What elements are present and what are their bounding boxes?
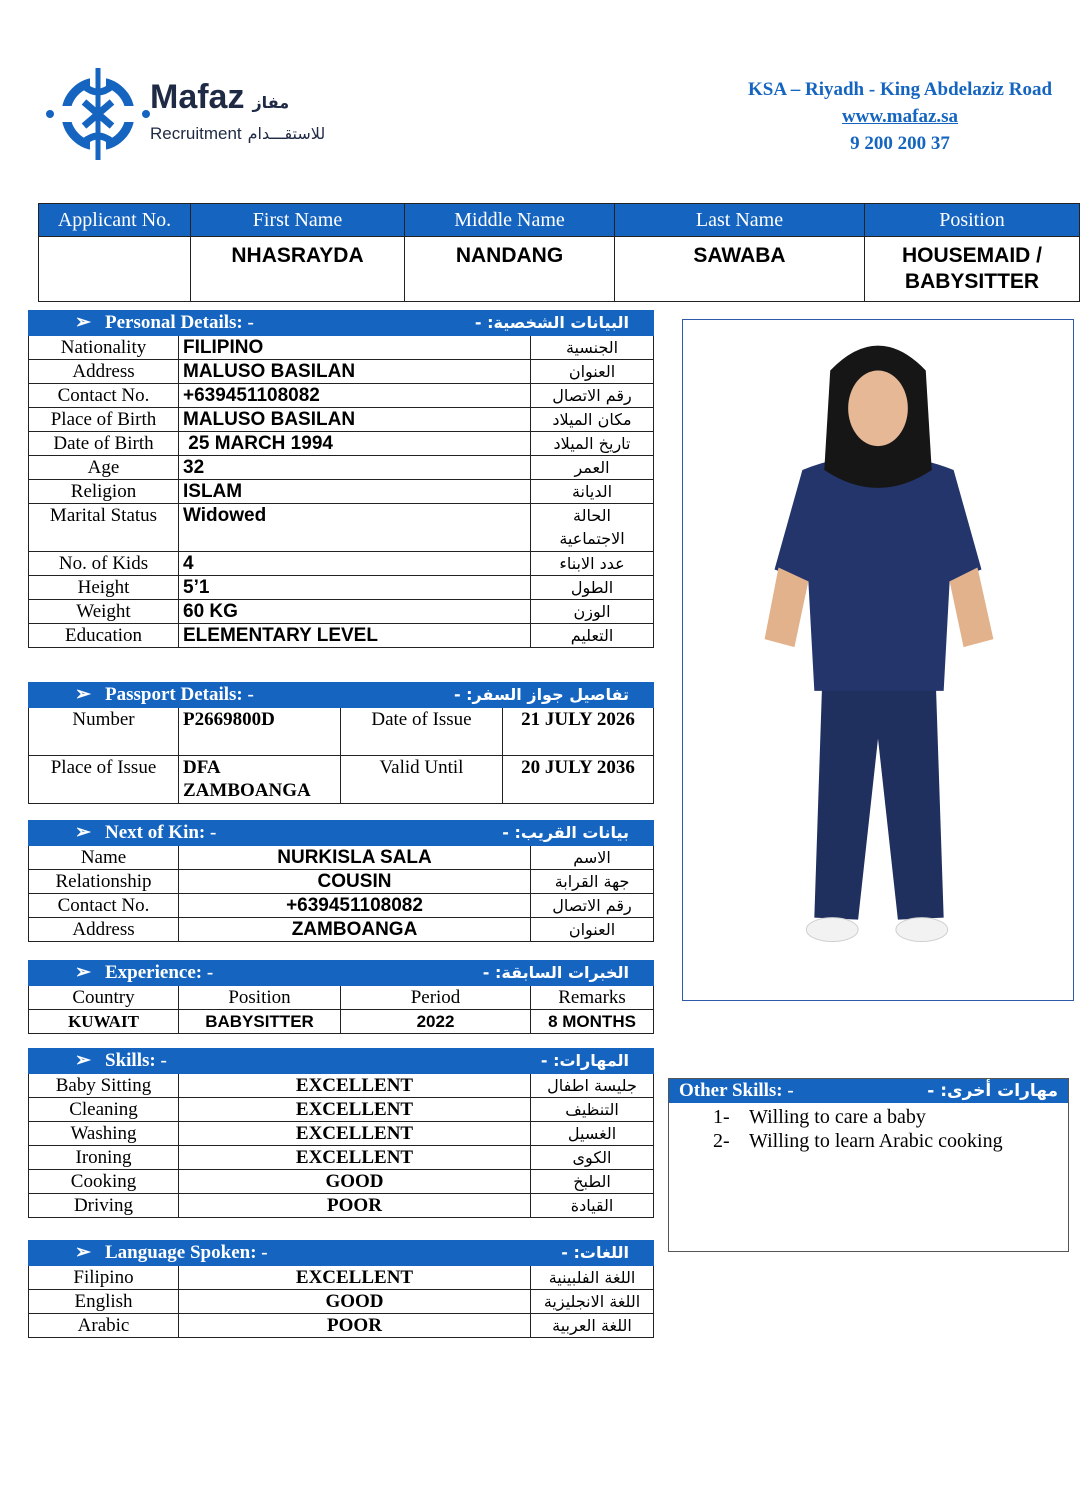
weight-label: Weight — [29, 600, 179, 624]
language-label-arabic: اللغة العربية — [531, 1314, 654, 1338]
date-of-birth-label: Date of Birth — [29, 432, 179, 456]
contact-label-arabic: رقم الاتصال — [531, 384, 654, 408]
skill-level: EXCELLENT — [179, 1146, 531, 1170]
date-of-issue-value: 21 JULY 2026 — [503, 708, 654, 756]
first-name-value: NHASRAYDA — [191, 237, 405, 302]
remarks-column-header: Remarks — [531, 986, 654, 1010]
skill-level: GOOD — [179, 1170, 531, 1194]
skill-label: Ironing — [29, 1146, 179, 1170]
skills-title-arabic: المهارات: - — [540, 1051, 630, 1070]
period-column-header: Period — [341, 986, 531, 1010]
skill-label-arabic: الكوى — [531, 1146, 654, 1170]
table-row — [29, 1314, 654, 1338]
skills-title: Skills: - — [105, 1050, 167, 1071]
position-line-1: HOUSEMAID / — [901, 244, 1042, 267]
experience-table — [28, 960, 654, 1034]
brand-name-arabic: مفاز — [252, 93, 290, 112]
marital-status-value: Widowed — [179, 504, 531, 552]
languages-title-arabic: اللغات: - — [561, 1243, 629, 1262]
brand-name: Mafaz — [150, 78, 245, 116]
religion-value: ISLAM — [179, 480, 531, 504]
valid-until-label: Valid Until — [341, 756, 503, 804]
skill-level: EXCELLENT — [179, 1122, 531, 1146]
list-item — [669, 1129, 1068, 1153]
language-level: POOR — [179, 1314, 531, 1338]
language-level: GOOD — [179, 1290, 531, 1314]
kids-value: 4 — [179, 552, 531, 576]
education-label-arabic: التعليم — [531, 624, 654, 648]
passport-details-table — [28, 682, 654, 804]
kin-address-label: Address — [29, 918, 179, 942]
language-label-arabic: اللغة الانجليزية — [531, 1290, 654, 1314]
place-of-birth-value: MALUSO BASILAN — [179, 408, 531, 432]
experience-title-arabic: الخبرات السابقة: - — [482, 963, 630, 982]
position-header: Position — [865, 204, 1080, 237]
kids-label-arabic: عدد الابناء — [531, 552, 654, 576]
position-value — [865, 237, 1080, 302]
date-of-issue-label: Date of Issue — [341, 708, 503, 756]
applicant-table — [38, 203, 1080, 302]
applicant-value-row — [39, 237, 1080, 302]
kin-contact-label: Contact No. — [29, 894, 179, 918]
table-row — [29, 1146, 654, 1170]
table-row — [29, 576, 654, 600]
passport-details-title: Passport Details: - — [105, 684, 254, 705]
other-skills-title: Other Skills: - — [679, 1080, 794, 1101]
personal-details-table — [28, 310, 654, 648]
skill-label: Driving — [29, 1194, 179, 1218]
first-name-header: First Name — [191, 204, 405, 237]
experience-column-headers — [29, 986, 654, 1010]
height-label: Height — [29, 576, 179, 600]
skill-label-arabic: القيادة — [531, 1194, 654, 1218]
kin-relationship-value: COUSIN — [179, 870, 531, 894]
applicant-photo — [682, 319, 1074, 1001]
brand-subtitle: Recruitment — [150, 124, 242, 143]
table-row — [29, 756, 654, 804]
age-label: Age — [29, 456, 179, 480]
experience-header — [29, 961, 654, 986]
arrow-bullet-icon: ➢ — [75, 962, 91, 983]
table-row — [29, 1290, 654, 1314]
other-skills-header — [669, 1079, 1068, 1103]
experience-remarks: 8 MONTHS — [531, 1010, 654, 1034]
other-skills-list — [669, 1105, 1068, 1153]
language-label: English — [29, 1290, 179, 1314]
passport-details-header — [29, 683, 654, 708]
language-level: EXCELLENT — [179, 1266, 531, 1290]
place-of-birth-label-arabic: مكان الميلاد — [531, 408, 654, 432]
table-row — [29, 456, 654, 480]
list-item-text: Willing to care a baby — [749, 1106, 926, 1128]
table-row — [29, 432, 654, 456]
marital-status-label: Marital Status — [29, 504, 179, 552]
skills-table — [28, 1048, 654, 1218]
place-of-birth-label: Place of Birth — [29, 408, 179, 432]
last-name-value: SAWABA — [615, 237, 865, 302]
table-row — [29, 336, 654, 360]
table-row — [29, 384, 654, 408]
table-row — [29, 1266, 654, 1290]
skills-header — [29, 1049, 654, 1074]
table-row — [29, 408, 654, 432]
kin-address-label-arabic: العنوان — [531, 918, 654, 942]
languages-title: Language Spoken: - — [105, 1242, 268, 1263]
list-item-number: 2- — [713, 1130, 730, 1152]
education-label: Education — [29, 624, 179, 648]
table-row — [29, 846, 654, 870]
address-value: MALUSO BASILAN — [179, 360, 531, 384]
contact-value: +639451108082 — [179, 384, 531, 408]
position-line-2: BABYSITTER — [904, 270, 1040, 293]
religion-label-arabic: الديانة — [531, 480, 654, 504]
language-label: Filipino — [29, 1266, 179, 1290]
applicant-figure-icon — [683, 320, 1073, 1000]
address-label: Address — [29, 360, 179, 384]
company-address: KSA – Riyadh - King Abdelaziz Road — [747, 79, 1053, 100]
skill-label: Washing — [29, 1122, 179, 1146]
next-of-kin-title-arabic: بيانات القريب: - — [502, 823, 630, 842]
height-label-arabic: الطول — [531, 576, 654, 600]
skill-label-arabic: الغسيل — [531, 1122, 654, 1146]
weight-label-arabic: الوزن — [531, 600, 654, 624]
table-row — [29, 600, 654, 624]
company-contact — [700, 76, 1080, 157]
nationality-value: FILIPINO — [179, 336, 531, 360]
place-of-issue-label: Place of Issue — [29, 756, 179, 804]
arrow-bullet-icon: ➢ — [75, 822, 91, 843]
experience-period: 2022 — [341, 1010, 531, 1034]
arrow-bullet-icon: ➢ — [75, 312, 91, 333]
applicant-no-value — [39, 237, 191, 302]
arrow-bullet-icon: ➢ — [75, 1242, 91, 1263]
table-row — [29, 480, 654, 504]
other-skills-box — [668, 1078, 1069, 1252]
next-of-kin-table — [28, 820, 654, 942]
experience-country: KUWAIT — [29, 1010, 179, 1034]
passport-number-value: P2669800D — [179, 708, 341, 756]
brand-subtitle-arabic: للاستقـــدام — [247, 124, 326, 143]
age-value: 32 — [179, 456, 531, 480]
skill-label-arabic: جليسة اطفال — [531, 1074, 654, 1098]
position-column-header: Position — [179, 986, 341, 1010]
marital-status-label-arabic: الحالة الاجتماعية — [531, 504, 654, 552]
kin-name-value: NURKISLA SALA — [179, 846, 531, 870]
table-row — [29, 894, 654, 918]
last-name-header: Last Name — [615, 204, 865, 237]
languages-table — [28, 1240, 654, 1338]
skill-level: EXCELLENT — [179, 1098, 531, 1122]
nationality-label: Nationality — [29, 336, 179, 360]
passport-details-title-arabic: تفاصيل جواز السفر: - — [453, 685, 629, 704]
other-skills-title-arabic: مهارات أخرى: - — [927, 1081, 1058, 1101]
table-row — [29, 918, 654, 942]
table-row — [29, 708, 654, 756]
experience-position: BABYSITTER — [179, 1010, 341, 1034]
company-phone: 9 200 200 37 — [850, 133, 950, 154]
nationality-label-arabic: الجنسية — [531, 336, 654, 360]
kin-relationship-label-arabic: جهة القرابة — [531, 870, 654, 894]
middle-name-header: Middle Name — [405, 204, 615, 237]
skill-label-arabic: الطبخ — [531, 1170, 654, 1194]
table-row — [29, 624, 654, 648]
table-row — [29, 870, 654, 894]
table-row — [29, 1170, 654, 1194]
experience-title: Experience: - — [105, 962, 214, 983]
place-of-issue-value: DFA ZAMBOANGA — [179, 756, 341, 804]
table-row — [29, 552, 654, 576]
applicant-no-header: Applicant No. — [39, 204, 191, 237]
table-row — [29, 1010, 654, 1034]
list-item-text: Willing to learn Arabic cooking — [749, 1130, 1003, 1152]
middle-name-value: NANDANG — [405, 237, 615, 302]
kin-address-value: ZAMBOANGA — [179, 918, 531, 942]
skill-label: Cleaning — [29, 1098, 179, 1122]
table-row — [29, 360, 654, 384]
religion-label: Religion — [29, 480, 179, 504]
language-label: Arabic — [29, 1314, 179, 1338]
list-item — [669, 1105, 1068, 1129]
table-row — [29, 1194, 654, 1218]
weight-value: 60 KG — [179, 600, 531, 624]
education-value: ELEMENTARY LEVEL — [179, 624, 531, 648]
skill-label-arabic: التنظيف — [531, 1098, 654, 1122]
kin-name-label: Name — [29, 846, 179, 870]
logo-text — [150, 78, 325, 144]
skill-label: Cooking — [29, 1170, 179, 1194]
next-of-kin-header — [29, 821, 654, 846]
kin-relationship-label: Relationship — [29, 870, 179, 894]
languages-header — [29, 1241, 654, 1266]
applicant-header-row — [39, 204, 1080, 237]
skill-label: Baby Sitting — [29, 1074, 179, 1098]
age-label-arabic: العمر — [531, 456, 654, 480]
date-of-birth-label-arabic: تاريخ الميلاد — [531, 432, 654, 456]
table-row — [29, 1098, 654, 1122]
personal-details-title-arabic: البيانات الشخصية: - — [474, 313, 630, 332]
contact-label: Contact No. — [29, 384, 179, 408]
kin-name-label-arabic: الاسم — [531, 846, 654, 870]
date-of-birth-value: 25 MARCH 1994 — [179, 432, 531, 456]
address-label-arabic: العنوان — [531, 360, 654, 384]
kin-contact-label-arabic: رقم الاتصال — [531, 894, 654, 918]
personal-details-title: Personal Details: - — [105, 312, 254, 333]
country-column-header: Country — [29, 986, 179, 1010]
table-row — [29, 504, 654, 552]
passport-number-label: Number — [29, 708, 179, 756]
list-item-number: 1- — [713, 1106, 730, 1128]
language-label-arabic: اللغة الفلبينية — [531, 1266, 654, 1290]
personal-details-header — [29, 311, 654, 336]
arrow-bullet-icon: ➢ — [75, 1050, 91, 1071]
company-website-link[interactable]: www.mafaz.sa — [841, 106, 959, 127]
logo-emblem-icon — [46, 64, 150, 164]
table-row — [29, 1074, 654, 1098]
arrow-bullet-icon: ➢ — [75, 684, 91, 705]
next-of-kin-title: Next of Kin: - — [105, 822, 217, 843]
height-value: 5’1 — [179, 576, 531, 600]
table-row — [29, 1122, 654, 1146]
skill-level: EXCELLENT — [179, 1074, 531, 1098]
skill-level: POOR — [179, 1194, 531, 1218]
kin-contact-value: +639451108082 — [179, 894, 531, 918]
valid-until-value: 20 JULY 2036 — [503, 756, 654, 804]
kids-label: No. of Kids — [29, 552, 179, 576]
